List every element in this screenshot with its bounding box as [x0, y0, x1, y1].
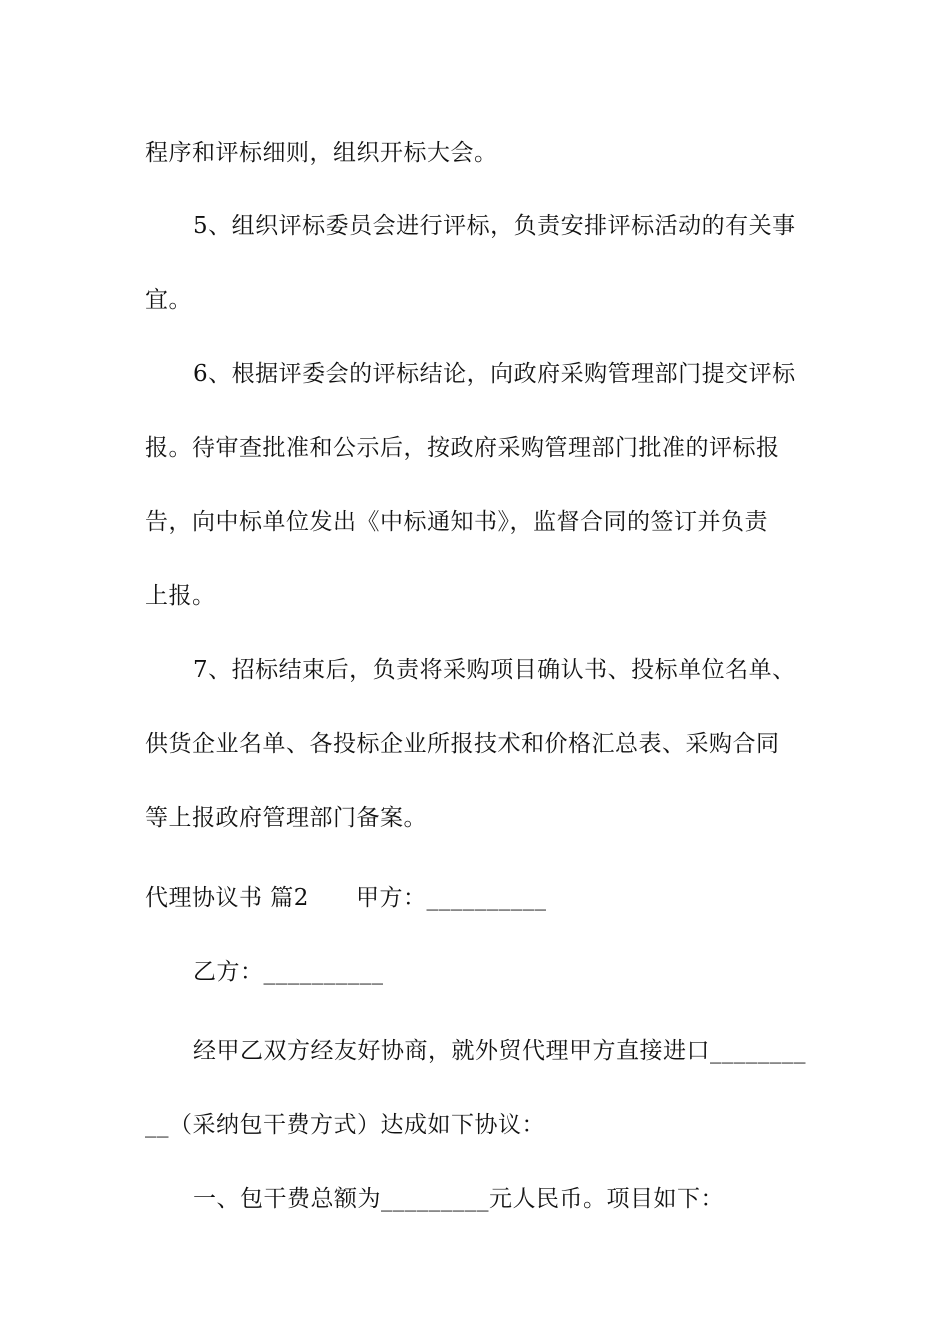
paragraph-line: 经甲乙双方经友好协商，就外贸代理甲方直接进口________ — [193, 1038, 806, 1064]
paragraph-line: 宜。 — [145, 287, 192, 313]
paragraph-line: 7、招标结束后，负责将采购项目确认书、投标单位名单、 — [193, 657, 796, 683]
paragraph-line: 等上报政府管理部门备案。 — [145, 805, 427, 831]
paragraph-line: 供货企业名单、各投标企业所报技术和价格汇总表、采购合同 — [145, 731, 780, 757]
paragraph-line: 5、组织评标委员会进行评标，负责安排评标活动的有关事 — [193, 213, 796, 239]
paragraph-line: 程序和评标细则，组织开标大会。 — [145, 140, 498, 166]
section-heading-line: 代理协议书 篇2 甲方：__________ — [145, 885, 547, 911]
paragraph-line: 乙方：__________ — [193, 959, 384, 985]
paragraph-line: __（采纳包干费方式）达成如下协议： — [145, 1112, 545, 1138]
paragraph-line: 一、包干费总额为_________元人民币。项目如下： — [193, 1186, 724, 1212]
paragraph-line: 6、根据评委会的评标结论，向政府采购管理部门提交评标 — [193, 361, 796, 387]
paragraph-line: 上报。 — [145, 583, 216, 609]
paragraph-line: 告，向中标单位发出《中标通知书》，监督合同的签订并负责 — [145, 509, 768, 535]
paragraph-line: 报。待审查批准和公示后，按政府采购管理部门批准的评标报 — [145, 435, 780, 461]
